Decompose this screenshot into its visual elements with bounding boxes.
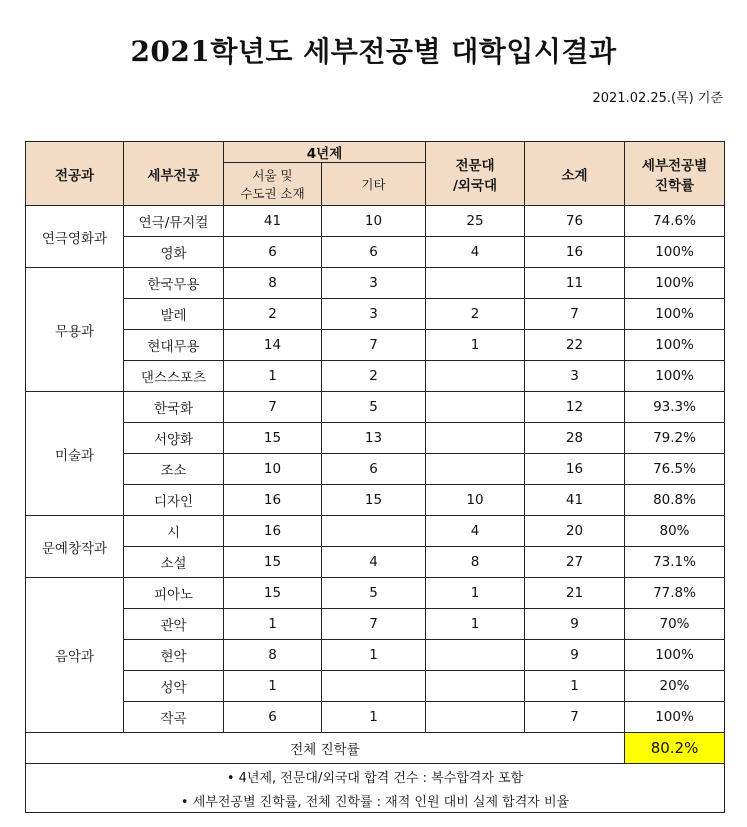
date-note: 2021.02.25.(목) 기준 xyxy=(592,91,723,106)
college-count-cell xyxy=(426,454,525,485)
sub-major-cell: 작곡 xyxy=(124,702,224,733)
rate-cell: 70% xyxy=(625,609,725,640)
college-count-cell: 8 xyxy=(426,547,525,578)
sub-major-cell: 소설 xyxy=(124,547,224,578)
other-count-cell: 5 xyxy=(322,392,426,423)
other-count-cell: 7 xyxy=(322,609,426,640)
sub-major-cell: 조소 xyxy=(124,454,224,485)
rate-cell: 100% xyxy=(625,640,725,671)
table-row xyxy=(26,516,725,547)
table-row xyxy=(26,361,725,392)
college-count-cell xyxy=(426,268,525,299)
other-count-cell: 1 xyxy=(322,702,426,733)
college-count-cell xyxy=(426,671,525,702)
sub-major-cell: 시 xyxy=(124,516,224,547)
other-count-cell: 13 xyxy=(322,423,426,454)
subtotal-cell: 41 xyxy=(525,485,625,516)
rate-cell: 79.2% xyxy=(625,423,725,454)
seoul-count-cell: 8 xyxy=(224,268,322,299)
college-count-cell xyxy=(426,640,525,671)
seoul-count-cell: 2 xyxy=(224,299,322,330)
other-count-cell: 2 xyxy=(322,361,426,392)
subtotal-cell: 12 xyxy=(525,392,625,423)
subtotal-cell: 28 xyxy=(525,423,625,454)
seoul-count-cell: 6 xyxy=(224,702,322,733)
other-count-cell: 6 xyxy=(322,237,426,268)
header-subtotal: 소계 xyxy=(525,142,625,206)
college-count-cell: 1 xyxy=(426,330,525,361)
subtotal-cell: 7 xyxy=(525,299,625,330)
table-row xyxy=(26,578,725,609)
subtotal-cell: 16 xyxy=(525,454,625,485)
college-count-cell xyxy=(426,361,525,392)
rate-cell: 80% xyxy=(625,516,725,547)
sub-major-cell: 피아노 xyxy=(124,578,224,609)
table-row xyxy=(26,299,725,330)
college-count-cell xyxy=(426,423,525,454)
subtotal-cell: 22 xyxy=(525,330,625,361)
college-count-cell: 10 xyxy=(426,485,525,516)
total-label: 전체 진학률 xyxy=(26,733,625,764)
seoul-count-cell: 1 xyxy=(224,609,322,640)
sub-major-cell: 디자인 xyxy=(124,485,224,516)
seoul-count-cell: 10 xyxy=(224,454,322,485)
other-count-cell: 10 xyxy=(322,206,426,237)
header-major: 전공과 xyxy=(26,142,124,206)
seoul-count-cell: 14 xyxy=(224,330,322,361)
subtotal-cell: 9 xyxy=(525,609,625,640)
subtotal-cell: 21 xyxy=(525,578,625,609)
table-row xyxy=(26,547,725,578)
seoul-count-cell: 16 xyxy=(224,485,322,516)
other-count-cell: 6 xyxy=(322,454,426,485)
college-count-cell: 4 xyxy=(426,516,525,547)
sub-major-cell: 서양화 xyxy=(124,423,224,454)
table-row xyxy=(26,702,725,733)
sub-major-cell: 연극/뮤지컬 xyxy=(124,206,224,237)
other-count-cell: 3 xyxy=(322,299,426,330)
table-row xyxy=(26,330,725,361)
header-four-year: 4년제 xyxy=(224,142,426,163)
rate-cell: 20% xyxy=(625,671,725,702)
sub-major-cell: 성악 xyxy=(124,671,224,702)
other-count-cell: 7 xyxy=(322,330,426,361)
seoul-count-cell: 1 xyxy=(224,361,322,392)
major-cell: 문예창작과 xyxy=(26,516,124,578)
subtotal-cell: 76 xyxy=(525,206,625,237)
table-row xyxy=(26,485,725,516)
table-row xyxy=(26,237,725,268)
other-count-cell: 5 xyxy=(322,578,426,609)
header-rate: 세부전공별 진학률 xyxy=(625,142,725,206)
sub-major-cell: 댄스스포츠 xyxy=(124,361,224,392)
other-count-cell: 3 xyxy=(322,268,426,299)
table-row xyxy=(26,268,725,299)
sub-major-cell: 현악 xyxy=(124,640,224,671)
major-cell: 음악과 xyxy=(26,578,124,733)
table-body xyxy=(26,206,725,733)
subtotal-cell: 27 xyxy=(525,547,625,578)
rate-cell: 100% xyxy=(625,361,725,392)
seoul-count-cell: 15 xyxy=(224,423,322,454)
table-row xyxy=(26,392,725,423)
other-count-cell: 15 xyxy=(322,485,426,516)
rate-cell: 100% xyxy=(625,330,725,361)
rate-cell: 100% xyxy=(625,299,725,330)
other-count-cell: 4 xyxy=(322,547,426,578)
sub-major-cell: 한국화 xyxy=(124,392,224,423)
table-row xyxy=(26,206,725,237)
sub-major-cell: 한국무용 xyxy=(124,268,224,299)
subtotal-cell: 1 xyxy=(525,671,625,702)
rate-cell: 77.8% xyxy=(625,578,725,609)
college-count-cell: 2 xyxy=(426,299,525,330)
header-other: 기타 xyxy=(322,163,426,206)
subtotal-cell: 7 xyxy=(525,702,625,733)
other-count-cell: 1 xyxy=(322,640,426,671)
college-count-cell: 1 xyxy=(426,609,525,640)
results-table xyxy=(25,141,725,813)
header-sub-major: 세부전공 xyxy=(124,142,224,206)
header-college: 전문대 /외국대 xyxy=(426,142,525,206)
sub-major-cell: 관악 xyxy=(124,609,224,640)
college-count-cell: 4 xyxy=(426,237,525,268)
rate-cell: 100% xyxy=(625,237,725,268)
rate-cell: 80.8% xyxy=(625,485,725,516)
footnote-1: • 4년제, 전문대/외국대 합격 건수 : 복수합격자 포함 xyxy=(26,764,725,789)
table-row xyxy=(26,609,725,640)
subtotal-cell: 11 xyxy=(525,268,625,299)
other-count-cell xyxy=(322,671,426,702)
table-row xyxy=(26,454,725,485)
seoul-count-cell: 8 xyxy=(224,640,322,671)
rate-cell: 100% xyxy=(625,702,725,733)
table-row xyxy=(26,671,725,702)
seoul-count-cell: 15 xyxy=(224,547,322,578)
table-row xyxy=(26,640,725,671)
table-row xyxy=(26,423,725,454)
seoul-count-cell: 1 xyxy=(224,671,322,702)
other-count-cell xyxy=(322,516,426,547)
college-count-cell xyxy=(426,392,525,423)
page-title: 2021학년도 세부전공별 대학입시결과 xyxy=(130,35,617,68)
seoul-count-cell: 41 xyxy=(224,206,322,237)
sub-major-cell: 발레 xyxy=(124,299,224,330)
major-cell: 무용과 xyxy=(26,268,124,392)
subtotal-cell: 3 xyxy=(525,361,625,392)
subtotal-cell: 16 xyxy=(525,237,625,268)
seoul-count-cell: 7 xyxy=(224,392,322,423)
major-cell: 미술과 xyxy=(26,392,124,516)
college-count-cell: 25 xyxy=(426,206,525,237)
subtotal-cell: 20 xyxy=(525,516,625,547)
total-rate: 80.2% xyxy=(625,733,725,764)
subtotal-cell: 9 xyxy=(525,640,625,671)
header-seoul: 서울 및 수도권 소재 xyxy=(224,163,322,206)
major-cell: 연극영화과 xyxy=(26,206,124,268)
seoul-count-cell: 6 xyxy=(224,237,322,268)
college-count-cell xyxy=(426,702,525,733)
seoul-count-cell: 16 xyxy=(224,516,322,547)
seoul-count-cell: 15 xyxy=(224,578,322,609)
college-count-cell: 1 xyxy=(426,578,525,609)
rate-cell: 93.3% xyxy=(625,392,725,423)
rate-cell: 76.5% xyxy=(625,454,725,485)
footnote-2: • 세부전공별 진학률, 전체 진학률 : 재적 인원 대비 실제 합격자 비율 xyxy=(26,788,725,813)
rate-cell: 73.1% xyxy=(625,547,725,578)
rate-cell: 100% xyxy=(625,268,725,299)
sub-major-cell: 현대무용 xyxy=(124,330,224,361)
rate-cell: 74.6% xyxy=(625,206,725,237)
sub-major-cell: 영화 xyxy=(124,237,224,268)
